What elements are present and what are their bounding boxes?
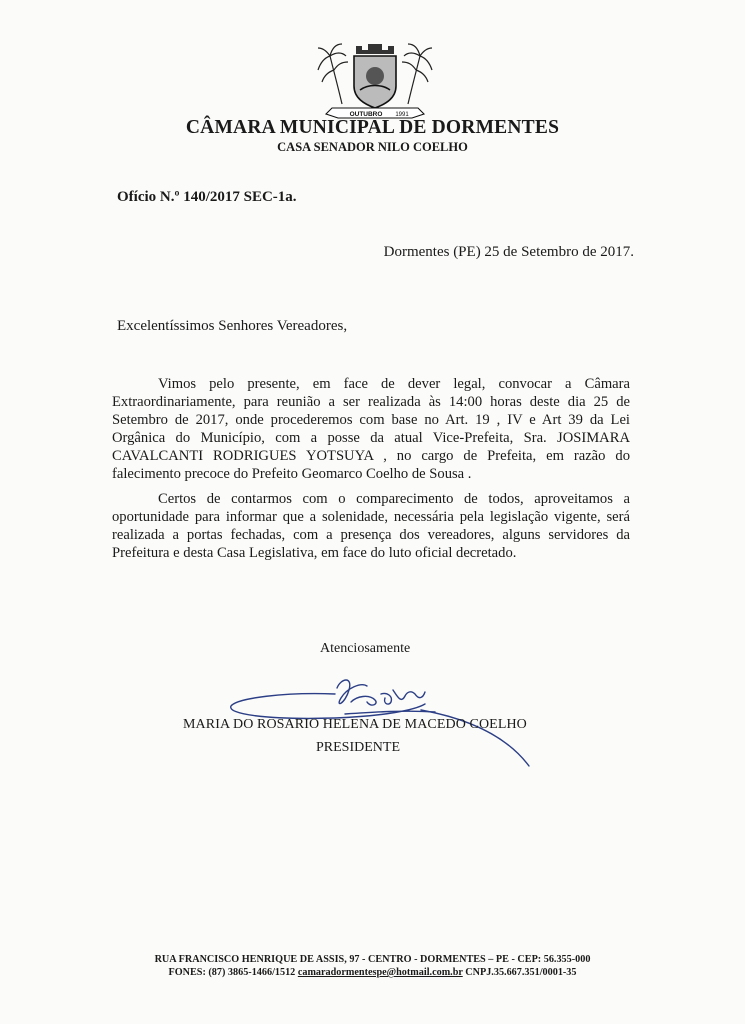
footer-email-link[interactable]: camaradormentespe@hotmail.com.br [297,967,463,978]
closing-text: Atenciosamente [320,641,411,656]
footer-phones: FONES: (87) 3865-1466/1512 [168,967,296,978]
letter-reference: Ofício N.º 140/2017 SEC-1a. [117,189,297,205]
crest-banner-text: OUTUBRO [349,111,383,118]
letterhead-footer [0,953,745,979]
letter-date: Dormentes (PE) 25 de Setembro de 2017. [383,244,634,260]
salutation: Excelentíssimos Senhores Vereadores, [117,318,348,334]
signer-role: PRESIDENTE [316,740,400,755]
body-paragraph-1 [112,375,630,483]
municipal-crest-icon [316,42,434,120]
footer-address: RUA FRANCISCO HENRIQUE DE ASSIS, 97 - CENTRO - DORMENTES – PE - CEP: 56.355-000 [154,954,591,965]
organization-title: CÂMARA MUNICIPAL DE DORMENTES [185,117,560,138]
body-paragraph-2 [112,490,630,562]
crest-year-text: 1991 [395,112,409,118]
paragraph-2-text: Certos de contarmos com o comparecimento de todos, aproveitamos a oportunidade para informar que a solenidade, necessária pela legislação vigente, será realizada a portas fechadas, com a presença dos vereadores, alguns servidores da Prefeitura e desta Casa Legislativa, em face do luto oficial decretado. [112,491,630,561]
footer-contact-line [0,966,745,979]
footer-cnpj: CNPJ.35.667.351/0001-35 [465,967,577,978]
organization-subtitle: CASA SENADOR NILO COELHO [277,140,468,154]
paragraph-1-text: Vimos pelo presente, em face de dever legal, convocar a Câmara Extraordinariamente, para reunião a ser realizada às 14:00 horas deste dia 25 de Setembro de 2017, onde procederemos com base no Art. 19 , IV e Art 39 da Lei Orgânica do Município, com a posse da atual Vice-Prefeita, Sra. JOSIMARA CAVALCANTI RODRIGUES YOTSUYA , no cargo de Prefeita, em razão do falecimento precoce do Prefeito Geomarco Coelho de Sousa . [112,376,630,482]
signer-name: MARIA DO ROSARIO HELENA DE MACEDO COELHO [183,717,527,732]
